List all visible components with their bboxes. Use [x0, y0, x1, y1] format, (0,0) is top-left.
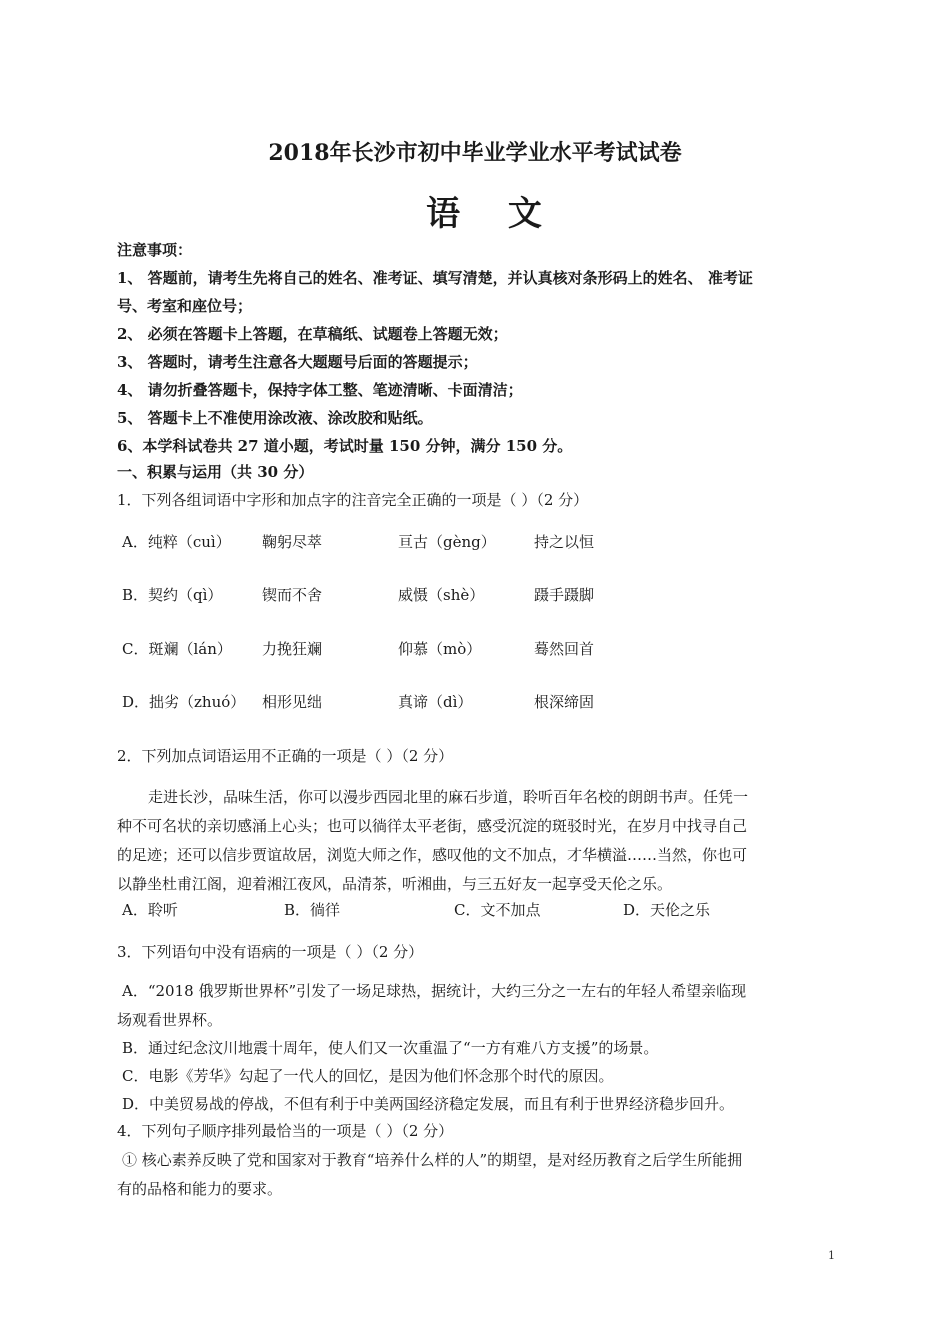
- notice-item: 4、 请勿折叠答题卡，保持字体工整、笔迹清晰、卡面清洁；: [117, 381, 523, 399]
- q1-option-d-col4: 根深缔固: [534, 693, 595, 711]
- q1-option-a-col4: 持之以恒: [534, 533, 595, 551]
- exam-title: 2018年长沙市初中毕业学业水平考试试卷: [268, 140, 682, 166]
- subject-title: 语 文: [426, 194, 560, 234]
- q1-option-d-col2: 相形见绌: [262, 693, 323, 711]
- notice-item: 3、 答题时，请考生注意各大题题号后面的答题提示；: [117, 353, 478, 371]
- q1-option-b-col4: 蹑手蹑脚: [534, 586, 595, 604]
- q1-option-a-col1: A．纯粹（cuì）: [122, 533, 231, 551]
- question-4-stem: 4．下列句子顺序排列最恰当的一项是（ ）（2 分）: [117, 1122, 454, 1140]
- q1-option-b-col2: 锲而不舍: [262, 586, 323, 604]
- q3-line: C．电影《芳华》勾起了一代人的回忆，是因为他们怀念那个时代的原因。: [122, 1067, 614, 1085]
- notice-item: 1、 答题前，请考生先将自己的姓名、准考证、填写清楚，并认真核对条形码上的姓名、 准考证: [117, 269, 753, 287]
- q1-option-c-col4: 蓦然回首: [534, 640, 595, 658]
- notice-item: 5、 答题卡上不准使用涂改液、涂改胶和贴纸。: [117, 409, 433, 427]
- question-2-stem: 2．下列加点词语运用不正确的一项是（ ）（2 分）: [117, 747, 454, 765]
- q3-line: D．中美贸易战的停战，不但有利于中美两国经济稳定发展，而且有利于世界经济稳步回升。: [122, 1095, 735, 1113]
- q3-line: A．“2018 俄罗斯世界杯”引发了一场足球热，据统计，大约三分之一左右的年轻人希望亲临现: [122, 982, 747, 1000]
- q3-line: 场观看世界杯。: [117, 1011, 223, 1029]
- q1-option-a-col2: 鞠躬尽萃: [262, 533, 323, 551]
- q2-option-c: C．文不加点: [454, 901, 541, 919]
- page-number: 1: [828, 1249, 835, 1262]
- q1-option-a-col3: 亘古（gèng）: [398, 533, 496, 551]
- question-1-stem: 1．下列各组词语中字形和加点字的注音完全正确的一项是（ ）（2 分）: [117, 491, 589, 509]
- notice-item: 2、 必须在答题卡上答题，在草稿纸、试题卷上答题无效；: [117, 325, 508, 343]
- q4-line: 有的品格和能力的要求。: [117, 1180, 283, 1198]
- q1-option-b-col3: 威慑（shè）: [398, 586, 485, 604]
- q2-option-b: B．徜徉: [284, 901, 341, 919]
- notice-heading: 注意事项：: [117, 241, 193, 259]
- q2-option-d: D．天伦之乐: [623, 901, 711, 919]
- notice-item: 号、考室和座位号；: [117, 297, 253, 315]
- q4-line: ① 核心素养反映了党和国家对于教育“培养什么样的人”的期望，是对经历教育之后学生所能拥: [122, 1151, 743, 1169]
- q2-passage-line: 走进长沙，品味生活，你可以漫步西园北里的麻石步道，聆听百年名校的朗朗书声。任凭一: [148, 788, 749, 806]
- q2-passage-line: 的足迹；还可以信步贾谊故居，浏览大师之作，感叹他的文不加点，才华横溢……当然，你也可: [117, 846, 748, 864]
- q1-option-b-col1: B．契约（qì）: [122, 586, 223, 604]
- q1-option-d-col1: D．拙劣（zhuó）: [122, 693, 246, 711]
- q3-line: B．通过纪念汶川地震十周年，使人们又一次重温了“一方有难八方支援”的场景。: [122, 1039, 659, 1057]
- q2-option-a: A．聆听: [122, 901, 178, 919]
- notice-item: 6、本学科试卷共 27 道小题，考试时量 150 分钟，满分 150 分。: [117, 437, 573, 455]
- q1-option-d-col3: 真谛（dì）: [398, 693, 473, 711]
- question-3-stem: 3．下列语句中没有语病的一项是（ ）（2 分）: [117, 943, 424, 961]
- q1-option-c-col1: C．斑斓（lán）: [122, 640, 232, 658]
- q1-option-c-col2: 力挽狂斓: [262, 640, 323, 658]
- q1-option-c-col3: 仰慕（mò）: [398, 640, 482, 658]
- q2-passage-line: 以静坐杜甫江阁，迎着湘江夜风，品清茶，听湘曲，与三五好友一起享受天伦之乐。: [117, 875, 673, 893]
- q2-passage-line: 种不可名状的亲切感涌上心头；也可以徜徉太平老街，感受沉淀的斑驳时光，在岁月中找寻自己: [117, 817, 748, 835]
- section-heading: 一、积累与运用（共 30 分）: [117, 463, 314, 481]
